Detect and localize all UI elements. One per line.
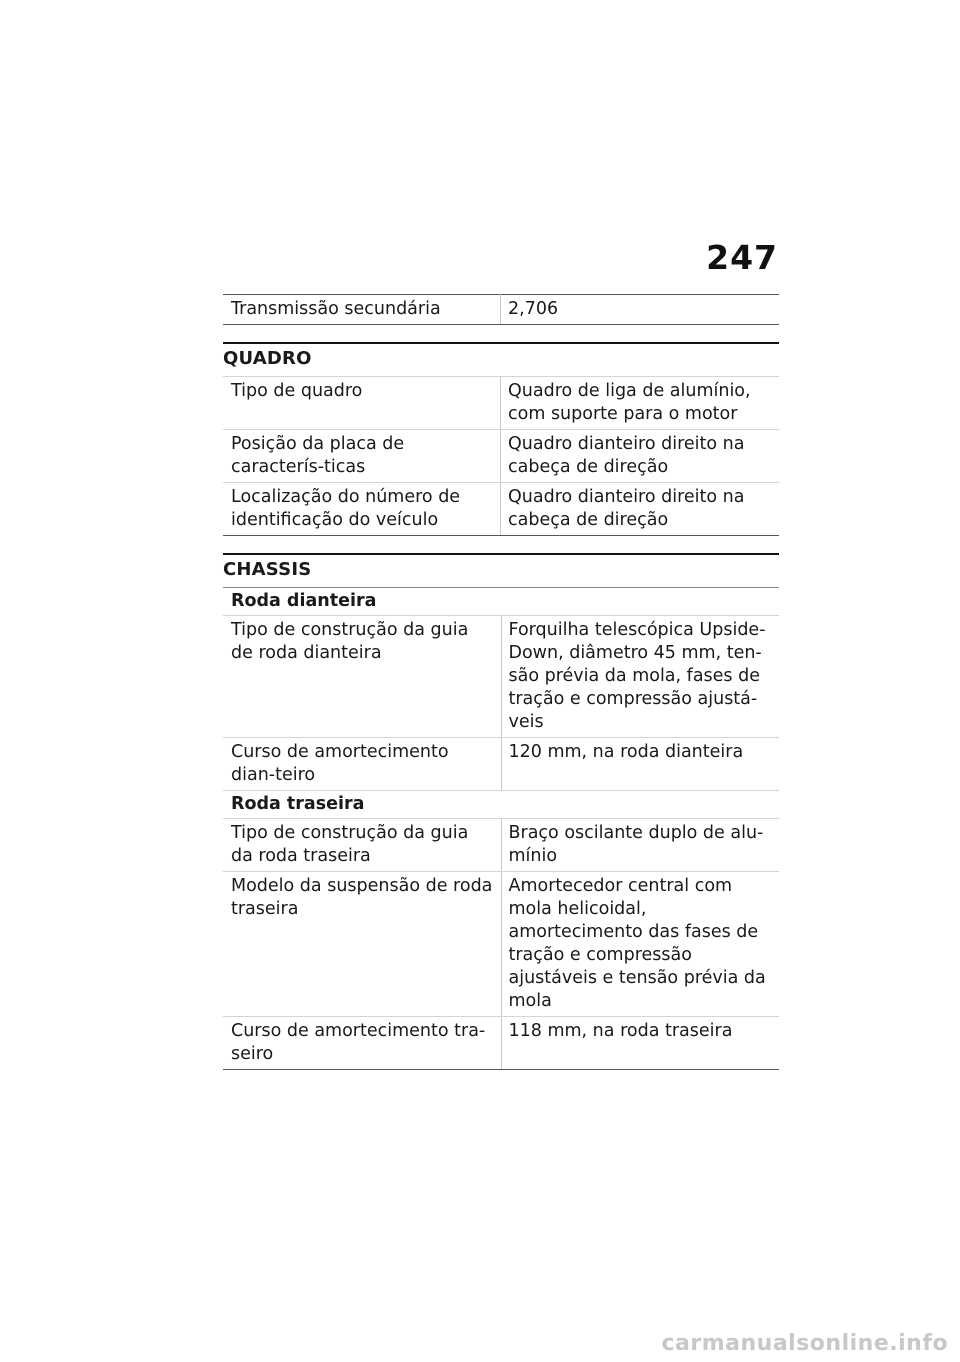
- transmission-table: [223, 294, 779, 325]
- section-heading-chassis: CHASSIS: [223, 553, 779, 581]
- table-row: [223, 872, 779, 1017]
- spec-value: 118 mm, na roda traseira: [501, 1017, 779, 1070]
- spec-value: Forquilha telescópica Upside-Down, diâmetro 45 mm, ten-são prévia da mola, fases de tração e compressão ajustá-veis: [501, 616, 779, 738]
- page-number: 247: [706, 238, 778, 277]
- spec-value: Amortecedor central com mola helicoidal, amortecimento das fases de tração e compressão ajustáveis e tensão prévia da mola: [501, 872, 779, 1017]
- spec-value: Quadro dianteiro direito na cabeça de direção: [501, 483, 780, 536]
- table-row: [223, 1017, 779, 1070]
- spec-value: Quadro dianteiro direito na cabeça de direção: [501, 430, 780, 483]
- table-row: [223, 616, 779, 738]
- spec-value: Quadro de liga de alumínio, com suporte para o motor: [501, 377, 780, 430]
- table-row: [223, 377, 779, 430]
- spec-label: Tipo de construção da guia de roda dianteira: [223, 616, 501, 738]
- spec-label: Posição da placa de caracterís-ticas: [223, 430, 501, 483]
- subheading-rear-wheel: [223, 791, 779, 819]
- chassis-table: [223, 587, 779, 1070]
- spec-value: Braço oscilante duplo de alu-mínio: [501, 819, 779, 872]
- table-row: [223, 430, 779, 483]
- spec-label: Curso de amortecimento dian-teiro: [223, 738, 501, 791]
- subheading-label: Roda traseira: [223, 791, 779, 819]
- spec-label: Tipo de construção da guia da roda traseira: [223, 819, 501, 872]
- subheading-label: Roda dianteira: [223, 588, 779, 616]
- spec-value: 120 mm, na roda dianteira: [501, 738, 779, 791]
- spec-label: Tipo de quadro: [223, 377, 501, 430]
- table-row: [223, 738, 779, 791]
- spec-label: Transmissão secundária: [223, 295, 501, 325]
- quadro-table: [223, 376, 779, 536]
- spec-content: [223, 294, 779, 1070]
- table-row: [223, 819, 779, 872]
- watermark: carmanualsonline.info: [661, 1331, 948, 1356]
- spec-label: Localização do número de identificação do veículo: [223, 483, 501, 536]
- table-row: [223, 483, 779, 536]
- spec-value: 2,706: [501, 295, 780, 325]
- table-row: [223, 295, 779, 325]
- spec-label: Curso de amortecimento tra-seiro: [223, 1017, 501, 1070]
- section-heading-quadro: QUADRO: [223, 342, 779, 370]
- spec-label: Modelo da suspensão de roda traseira: [223, 872, 501, 1017]
- subheading-front-wheel: [223, 588, 779, 616]
